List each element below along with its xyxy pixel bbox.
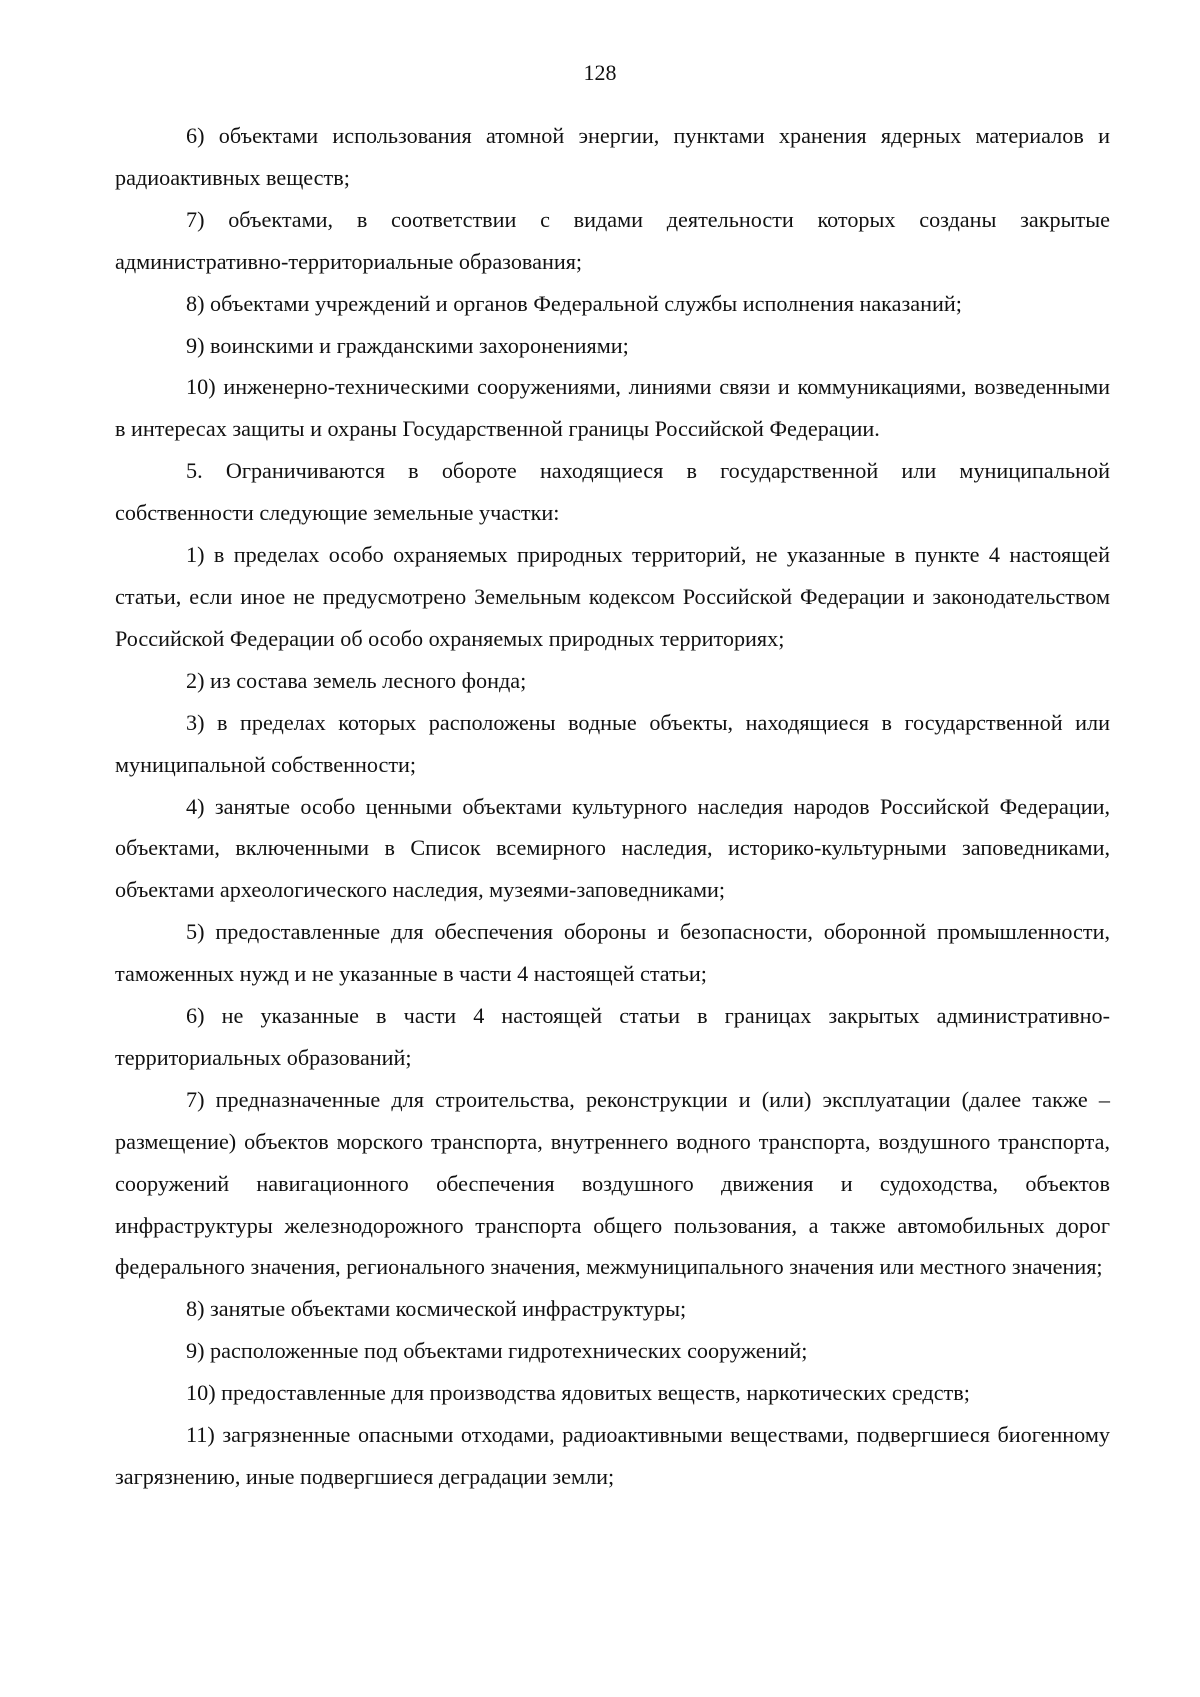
- paragraph-subitem-1-protected-areas: 1) в пределах особо охраняемых природных территорий, не указанные в пункте 4 настоящей статьи, если иное не предусмотрено Земельным кодексом Российской Федерации и законодательством Российской Федерации об особо охраняемых природных территориях;: [115, 542, 1110, 651]
- page-number: 128: [583, 60, 617, 85]
- paragraph-subitem-6-closed-territories: 6) не указанные в части 4 настоящей статьи в границах закрытых административно-территориальных образований;: [115, 1003, 1110, 1070]
- paragraph-item-6-atomic: 6) объектами использования атомной энергии, пунктами хранения ядерных материалов и радиоактивных веществ;: [115, 123, 1110, 190]
- paragraph-item-10-border-facilities: 10) инженерно-техническими сооружениями, линиями связи и коммуникациями, возведенными в интересах защиты и охраны Государственной границы Российской Федерации.: [115, 374, 1110, 442]
- paragraph-subitem-2-forest-fund: 2) из состава земель лесного фонда;: [186, 667, 527, 693]
- paragraph-subitem-10-toxic: 10) предоставленные для производства ядовитых веществ, наркотических средств;: [186, 1380, 970, 1406]
- paragraph-item-8-penal-service: 8) объектами учреждений и органов Федеральной службы исполнения наказаний;: [186, 290, 962, 316]
- paragraph-subitem-4-cultural-heritage: 4) занятые особо ценными объектами культурного наследия народов Российской Федерации, объектами, включенными в Список всемирного наследия, историко-культурными заповедниками, объектами археологического наследия, музеями-заповедниками;: [115, 793, 1110, 903]
- paragraph-subitem-11-contaminated: 11) загрязненные опасными отходами, радиоактивными веществами, подвергшиеся биогенному загрязнению, иные подвергшиеся деградации земли;: [115, 1422, 1110, 1489]
- paragraph-item-7-closed-territories: 7) объектами, в соответствии с видами деятельности которых созданы закрытые административно-территориальные образования;: [115, 206, 1110, 274]
- paragraph-subitem-7-transport: 7) предназначенные для строительства, реконструкции и (или) эксплуатации (далее также – размещение) объектов морского транспорта, внутреннего водного транспорта, воздушного транспорта, сооружений навигационного обеспечения воздушного движения и судоходства, объектов инфраструктуры железнодорожного транспорта общего пользования, а также автомобильных дорог федерального значения, регионального значения, межмуниципального значения или местного значения;: [115, 1086, 1110, 1280]
- paragraph-subitem-3-water-objects: 3) в пределах которых расположены водные объекты, находящиеся в государственной или муниципальной собственности;: [115, 709, 1110, 777]
- paragraph-item-9-burials: 9) воинскими и гражданскими захоронениями;: [186, 332, 629, 358]
- paragraph-subitem-5-defense: 5) предоставленные для обеспечения обороны и безопасности, оборонной промышленности, таможенных нужд и не указанные в части 4 настоящей статьи;: [115, 919, 1110, 987]
- paragraph-subitem-9-hydrotechnical: 9) расположенные под объектами гидротехнических сооружений;: [186, 1338, 808, 1364]
- document-body: [115, 115, 1110, 1498]
- paragraph-section-5-intro: 5. Ограничиваются в обороте находящиеся в государственной или муниципальной собственности следующие земельные участки:: [115, 458, 1110, 526]
- paragraph-subitem-8-space: 8) занятые объектами космической инфраструктуры;: [186, 1296, 687, 1322]
